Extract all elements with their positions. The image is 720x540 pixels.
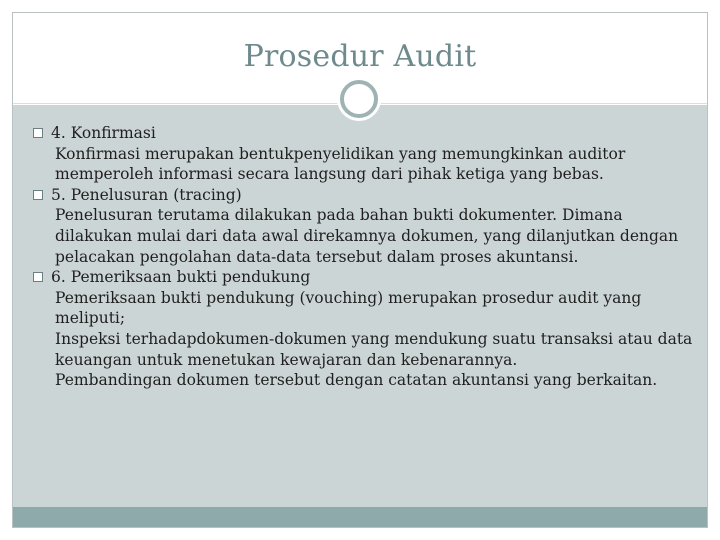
- list-item: [33, 185, 693, 267]
- square-bullet-icon: [33, 190, 43, 200]
- list-item: [33, 267, 693, 391]
- item-paragraph: Konfirmasi merupakan bentukpenyelidikan yang memungkinkan auditor memperoleh informasi secara langsung dari pihak ketiga yang bebas.: [55, 144, 626, 184]
- square-bullet-icon: [33, 128, 43, 138]
- square-bullet-icon: [33, 272, 43, 282]
- list-item: [33, 123, 693, 185]
- slide-title: Prosedur Audit: [243, 39, 477, 74]
- item-paragraph: Pembandingan dokumen tersebut dengan catatan akuntansi yang berkaitan.: [55, 371, 658, 390]
- item-paragraph: Pemeriksaan bukti pendukung (vouching) merupakan prosedur audit yang meliputi;: [55, 288, 642, 328]
- ring-ornament-icon: [340, 80, 378, 118]
- item-heading: 4. Konfirmasi: [51, 124, 156, 142]
- item-paragraph: Penelusuran terutama dilakukan pada bahan bukti dokumenter. Dimana dilakukan mulai dari data awal direkamnya dokumen, yang dilanjutkan dengan pelacakan pengolahan data-data tersebut dalam proses akuntansi.: [55, 206, 679, 266]
- content-body: [33, 123, 693, 391]
- slide: [12, 12, 708, 528]
- item-heading: 6. Pemeriksaan bukti pendukung: [51, 268, 311, 287]
- item-heading: 5. Penelusuran (tracing): [51, 185, 242, 204]
- item-heading-row: [33, 267, 693, 288]
- item-heading-row: [33, 185, 693, 206]
- item-paragraph: Inspeksi terhadapdokumen-dokumen yang mendukung suatu transaksi atau data keuangan untuk menetukan kewajaran dan kebenarannya.: [55, 329, 693, 369]
- footer-bar: [13, 507, 707, 527]
- item-heading-row: [33, 123, 693, 144]
